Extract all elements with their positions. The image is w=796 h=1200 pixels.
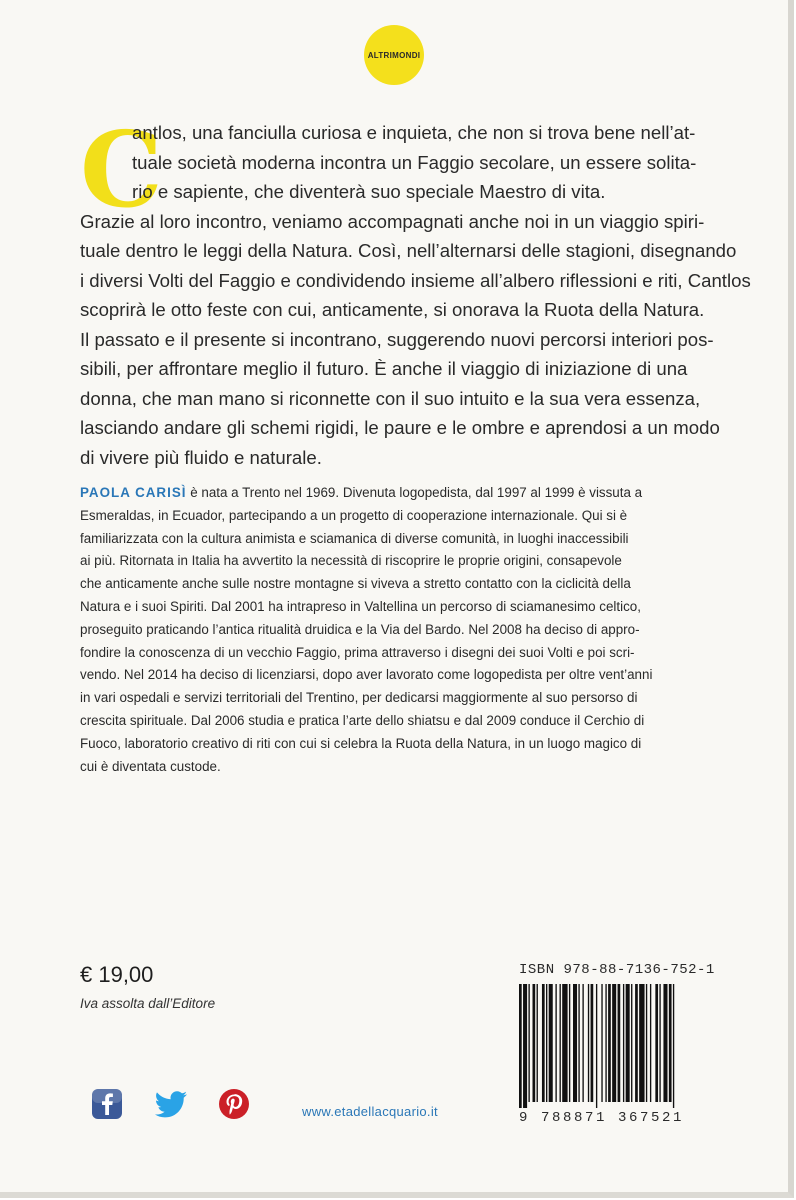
barcode-bar — [573, 984, 577, 1102]
barcode-bar — [569, 984, 570, 1102]
bio-line: fondire la conoscenza di un vecchio Faggio, prima attraverso i disegni dei suoi Volti e poi scri- — [80, 644, 635, 660]
barcode-bar — [591, 984, 594, 1102]
bio-line: Esmeraldas, in Ecuador, partecipando a un progetto di cooperazione internazionale. Qui si è — [80, 507, 628, 523]
barcode-bar — [635, 984, 638, 1102]
barcode-bar — [519, 984, 522, 1108]
barcode-bar — [596, 984, 597, 1108]
bio-line: Fuoco, laboratorio creativo di riti con cui si celebra la Ruota della Natura, in un luogo magico di — [80, 735, 642, 751]
barcode-bar — [669, 984, 672, 1102]
facebook-icon[interactable] — [91, 1088, 123, 1120]
synopsis-line: scoprirà le otto feste con cui, anticamente, si onorava la Ruota della Natura. — [80, 299, 705, 320]
bio-line: ai più. Ritornata in Italia ha avvertito la necessità di riscoprire le proprie origini, consapevole — [80, 553, 622, 569]
synopsis — [80, 108, 751, 472]
bio-line: cui è diventata custode. — [80, 758, 221, 774]
barcode-bar — [537, 984, 538, 1102]
bio-line: vendo. Nel 2014 ha deciso di licenziarsi, dopo aver lavorato come logopedista per oltre vent’anni — [80, 667, 653, 683]
barcode-bar — [631, 984, 632, 1102]
barcode-bar — [555, 984, 556, 1102]
barcode-bar — [618, 984, 621, 1102]
author-name: PAOLA CARISÌ — [80, 485, 187, 500]
barcode-bar — [659, 984, 660, 1102]
synopsis-line: sibili, per affrontare meglio il futuro. È anche il viaggio di iniziazione di una — [80, 358, 688, 379]
barcode — [519, 984, 715, 1108]
bio-line: crescita spirituale. Dal 2006 studia e pratica l’arte dello shiatsu e dal 2009 conduce il Cerchio di — [80, 712, 645, 728]
bio-line: Natura e i suoi Spiriti. Dal 2001 ha intrapreso in Valtellina un percorso di sciamanesimo celtico, — [80, 598, 641, 614]
synopsis-line: tuale società moderna incontra un Faggio secolare, un essere solita- — [132, 151, 697, 173]
bio-line — [80, 482, 720, 505]
synopsis-line: antlos, una fanciulla curiosa e inquieta, che non si trova bene nell’at- — [132, 122, 696, 143]
barcode-bar — [655, 984, 658, 1102]
price: € 19,00 — [80, 962, 154, 987]
synopsis-line: di vivere più fluido e naturale. — [80, 446, 322, 468]
barcode-bar — [578, 984, 579, 1102]
barcode-bar — [523, 984, 527, 1108]
twitter-icon[interactable] — [153, 1088, 189, 1120]
synopsis-line: Il passato e il presente si incontrano, suggerendo nuovi percorsi interiori pos- — [80, 328, 714, 350]
barcode-bar — [601, 984, 602, 1102]
barcode-bar — [646, 984, 647, 1102]
drop-cap: C — [80, 108, 163, 231]
bio-first-line-text: è nata a Trento nel 1969. Divenuta logopedista, dal 1997 al 1999 è vissuta a — [186, 485, 643, 500]
barcode-digits: 9 788871 367521 — [519, 1110, 685, 1126]
synopsis-line: lasciando andare gli schemi rigidi, le paure e le ombre e aprendosi a un modo — [80, 417, 720, 438]
barcode-bar — [650, 984, 651, 1102]
bio-line: proseguito praticando l’antica ritualità druidica e la Via del Bardo. Nel 2008 ha deciso di appro- — [80, 621, 640, 637]
bio-line: che anticamente anche sulle nostre montagne si viveva a stretto contatto con la ciclicità della — [80, 576, 631, 592]
barcode-bar — [582, 984, 583, 1102]
synopsis-line: rio e sapiente, che diventerà suo speciale Maestro di vita. — [132, 181, 606, 202]
synopsis-line: tuale dentro le leggi della Natura. Così, nell’alternarsi delle stagioni, disegnando — [80, 240, 737, 261]
barcode-bar — [623, 984, 624, 1102]
barcode-bar — [546, 984, 547, 1102]
barcode-bar — [612, 984, 616, 1102]
barcode-bar — [533, 984, 536, 1102]
publisher-badge — [364, 25, 424, 85]
pinterest-icon[interactable] — [218, 1088, 250, 1120]
author-bio — [80, 482, 720, 778]
vat-note: Iva assolta dall’Editore — [80, 996, 216, 1011]
synopsis-line: donna, che man mano si riconnette con il suo intuito e la sua vera essenza, — [80, 387, 701, 409]
bio-line: in vari ospedali e servizi territoriali del Trentino, per dedicarsi maggiormente al suo persorso di — [80, 690, 638, 706]
synopsis-line: Grazie al loro incontro, veniamo accompagnati anche noi in un viaggio spiri- — [80, 210, 705, 232]
publisher-badge-label: ALTRIMONDI — [367, 50, 421, 60]
barcode-bar — [560, 984, 561, 1102]
barcode-bar — [528, 984, 529, 1102]
barcode-bar — [542, 984, 545, 1102]
barcode-bar — [588, 984, 589, 1102]
barcode-bar — [549, 984, 553, 1102]
isbn-label: ISBN 978-88-7136-752-1 — [519, 962, 715, 978]
bio-line: familiarizzata con la cultura animista e sciamanica di diverse comunità, in luoghi inaccessibili — [80, 530, 629, 546]
barcode-bar — [639, 984, 644, 1102]
synopsis-line: i diversi Volti del Faggio e condividendo insieme all’albero riflessioni e riti, Cantlos — [80, 269, 751, 291]
website-link[interactable]: www.etadellacquario.it — [302, 1104, 438, 1119]
barcode-bar — [663, 984, 667, 1102]
barcode-bar — [608, 984, 611, 1102]
barcode-bar — [673, 984, 674, 1108]
barcode-bar — [605, 984, 606, 1102]
barcode-bar — [562, 984, 567, 1102]
barcode-bar — [626, 984, 630, 1102]
